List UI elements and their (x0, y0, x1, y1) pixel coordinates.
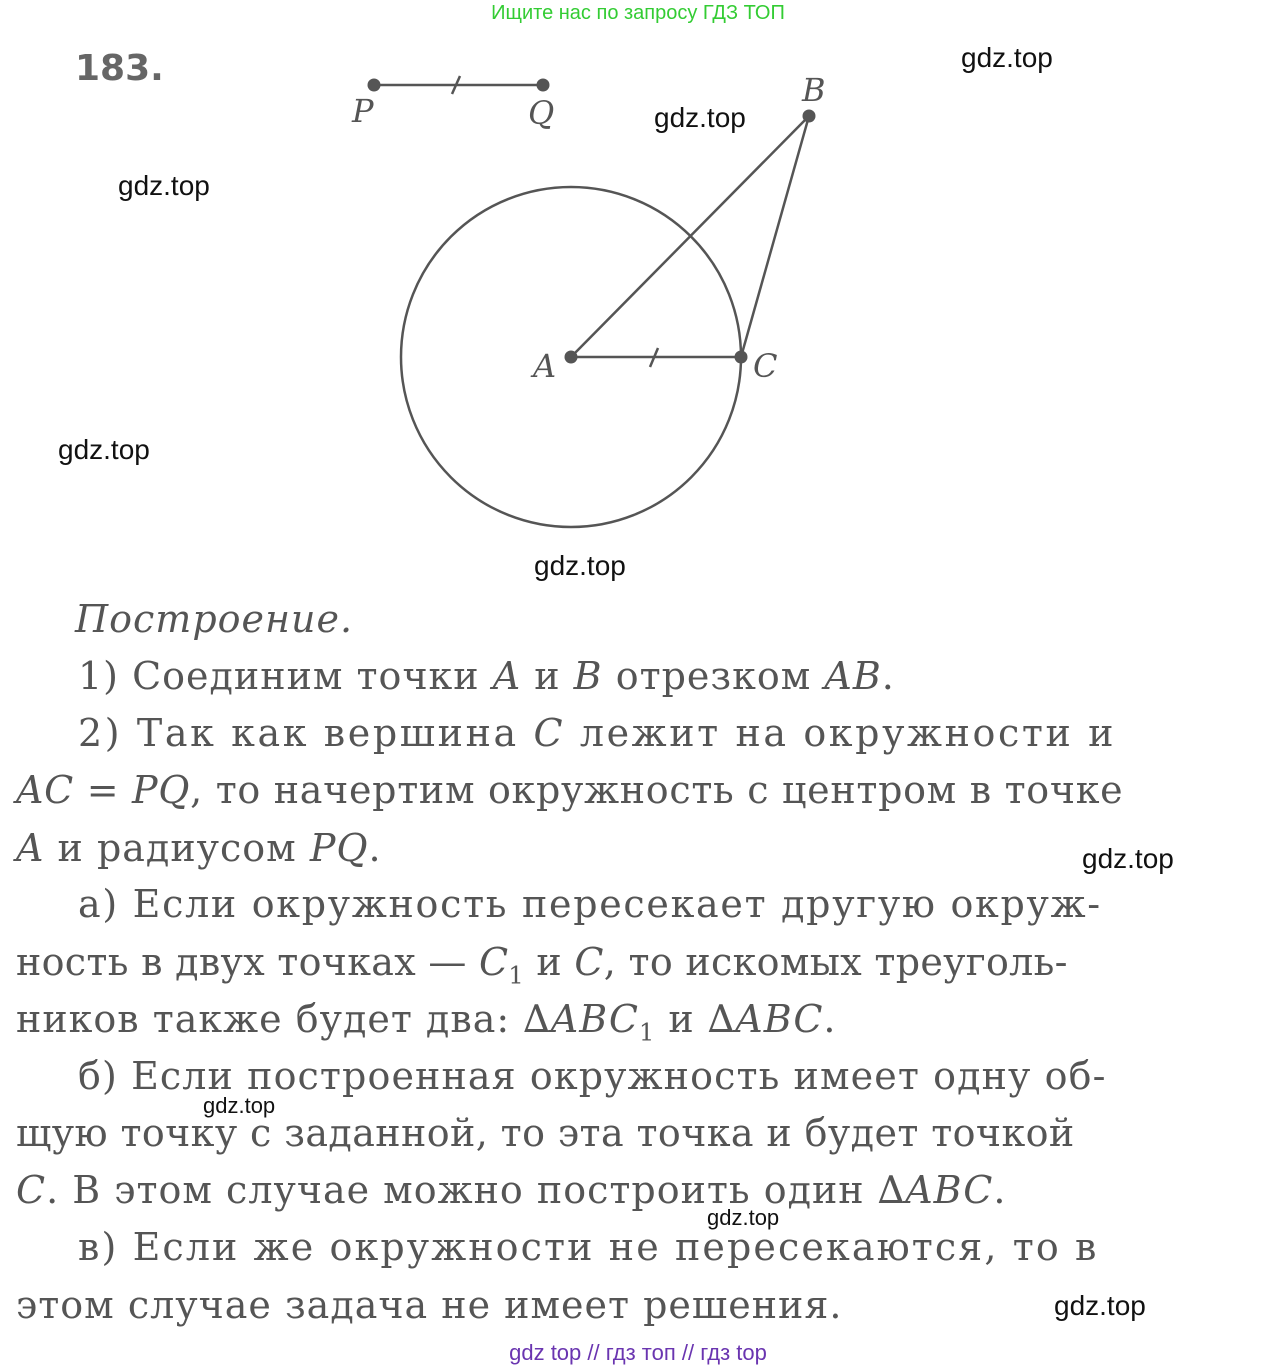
point-p (368, 79, 381, 92)
step-2-line-3: A и радиусом PQ. (16, 826, 382, 870)
watermark[interactable]: gdz.top (961, 42, 1053, 73)
label-q: Q (528, 94, 555, 132)
watermark[interactable]: gdz.top (534, 550, 626, 581)
watermark[interactable]: gdz.top (1054, 1290, 1146, 1321)
case-b-line-1: б) Если построенная окружность имеет одну об- (78, 1054, 1107, 1098)
problem-number: 183. (75, 48, 164, 89)
point-c (735, 351, 748, 364)
label-a: A (533, 347, 557, 385)
footer-links[interactable]: gdz top // гдз топ // гдз top (509, 1340, 767, 1365)
step-2-line-1: 2) Так как вершина C лежит на окружности и (78, 711, 1117, 755)
solution-heading: Построение. (75, 597, 354, 641)
case-b-line-3: C. В этом случае можно построить один ∆ABC. (16, 1168, 1007, 1212)
point-b (803, 110, 816, 123)
label-p: P (352, 92, 374, 130)
step-2-line-2: AC = PQ, то начертим окружность с центром в точке (16, 768, 1124, 812)
point-a (565, 351, 578, 364)
watermark[interactable]: gdz.top (118, 170, 210, 201)
case-c-line-2: этом случае задача не имеет решения. (16, 1283, 843, 1327)
case-c-line-1: в) Если же окружности не пересекаются, то в (78, 1225, 1099, 1269)
top-banner[interactable]: Ищите нас по запросу ГДЗ ТОП (491, 2, 785, 24)
label-b: B (802, 71, 826, 109)
watermark[interactable]: gdz.top (654, 102, 746, 133)
step-1: 1) Соединим точки A и B отрезком AB. (78, 654, 895, 698)
watermark[interactable]: gdz.top (1082, 843, 1174, 874)
watermark[interactable]: gdz.top (707, 1205, 780, 1230)
segment-ab (571, 116, 809, 357)
point-q (537, 79, 550, 92)
case-a-line-2: ность в двух точках — $C_1$ и C, то искомых треуголь- (16, 940, 1068, 990)
watermark[interactable]: gdz.top (203, 1093, 276, 1118)
watermark[interactable]: gdz.top (58, 434, 150, 465)
case-a-line-3: ников также будет два: $\Delta ABC_1$ и ∆ABC. (16, 997, 837, 1047)
case-b-line-2: щую точку с заданной, то эта точка и будет точкой (16, 1111, 1075, 1155)
case-a-line-1: а) Если окружность пересекает другую окруж- (78, 882, 1102, 926)
label-c: C (753, 347, 778, 385)
